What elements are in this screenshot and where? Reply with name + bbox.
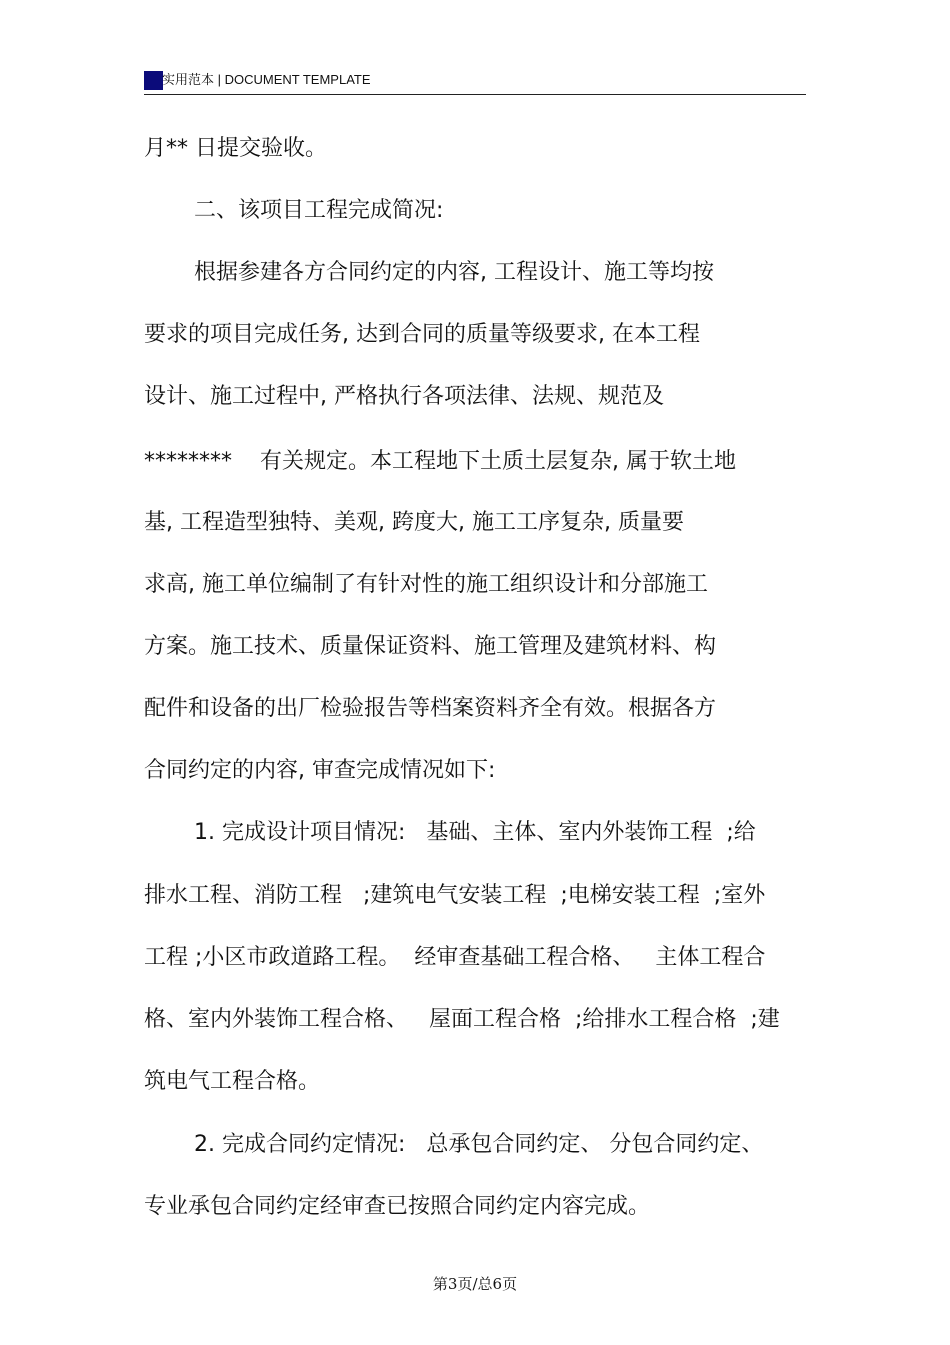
body-line: 合同约定的内容, 审查完成情况如下: — [144, 758, 496, 783]
body-line: 根据参建各方合同约定的内容, 工程设计、施工等均按 — [194, 260, 714, 285]
body-line: 配件和设备的出厂检验报告等档案资料齐全有效。根据各方 — [144, 696, 717, 721]
page-header — [144, 68, 806, 95]
body-line: 筑电气工程合格。 — [144, 1069, 321, 1094]
list-item: 1. 完成设计项目情况: 基础、主体、室内外装饰工程 ;给 — [194, 820, 756, 845]
body-line: 专业承包合同约定经审查已按照合同约定内容完成。 — [144, 1194, 651, 1219]
body-line: 方案。施工技术、质量保证资料、施工管理及建筑材料、构 — [144, 634, 717, 659]
body-line: 求高, 施工单位编制了有针对性的施工组织设计和分部施工 — [144, 572, 708, 597]
body-line: 设计、施工过程中, 严格执行各项法律、法规、规范及 — [144, 384, 664, 409]
body-line: 基, 工程造型独特、美观, 跨度大, 施工工序复杂, 质量要 — [144, 510, 684, 535]
body-line: 月** 日提交验收。 — [144, 136, 327, 161]
header-logo-block — [144, 71, 163, 90]
body-line: 排水工程、消防工程 ;建筑电气安装工程 ;电梯安装工程 ;室外 — [144, 883, 766, 908]
header-title: 实用范本 | DOCUMENT TEMPLATE — [162, 72, 371, 87]
section-heading: 二、该项目工程完成简况: — [194, 198, 444, 223]
list-item: 2. 完成合同约定情况: 总承包合同约定、 分包合同约定、 — [194, 1132, 764, 1157]
body-line: 要求的项目完成任务, 达到合同的质量等级要求, 在本工程 — [144, 322, 700, 347]
body-line: ******** 有关规定。本工程地下土质土层复杂, 属于软土地 — [144, 449, 736, 474]
body-line: 格、室内外装饰工程合格、 屋面工程合格 ;给排水工程合格 ;建 — [144, 1007, 780, 1032]
body-line: 工程 ;小区市政道路工程。 经审查基础工程合格、 主体工程合 — [144, 945, 766, 970]
page-number: 第3页/总6页 — [432, 1275, 518, 1293]
